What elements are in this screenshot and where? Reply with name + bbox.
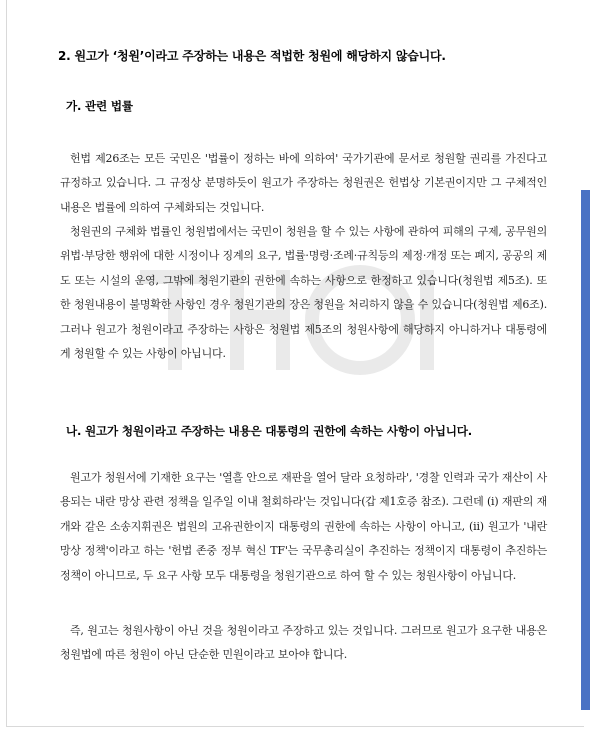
subsection-heading-b: 나. 원고가 청원이라고 주장하는 내용은 대통령의 권한에 속하는 사항이 아닙니다. (66, 424, 472, 438)
section-heading: 2. 원고가 ‘청원’이라고 주장하는 내용은 적법한 청원에 해당하지 않습니다. (58, 49, 446, 63)
subsection-heading-a: 가. 관련 법률 (66, 99, 133, 113)
scroll-accent-bar (581, 190, 590, 710)
paragraph-a1: 헌법 제26조는 모든 국민은 '법률이 정하는 바에 의하여' 국가기관에 문서로 청원할 권리를 가진다고 규정하고 있습니다. 그 규정상 분명하듯이 원고가 주장하는 청원권은 헌법상 기본권이지만 그 구체적인 내용은 법률에 의하여 구체화되는 것입니다. (60, 152, 547, 214)
paragraph-b1: 원고가 청원서에 기재한 요구는 '열흘 안으로 재판을 열어 달라 요청하라', '경찰 인력과 국가 재산이 사용되는 내란 망상 관련 정책을 일주일 이내 철회하라'는 것입니다(갑 제1호증 참조). 그런데 (i) 재판의 재개와 같은 소송지휘권은 법원의 고유권한이지 대통령의 권한에 속하는 사항이 아니고, (ii) 원고가 '내란 망상 정책'이라고 하는 '헌법 존중 정부 혁신 TF'는 국무총리실이 추진하는 정책이지 대통령이 추진하는 정책이 아니므로, 두 요구 사항 모두 대통령을 청원기관으로 하여 할 수 있는 청원사항이 아닙니다. (60, 471, 547, 582)
paragraph-a2: 청원권의 구체화 법률인 청원법에서는 국민이 청원을 할 수 있는 사항에 관하여 피해의 구제, 공무원의 위법·부당한 행위에 대한 시정이나 징계의 요구, 법률·명령·조례·규칙등의 제정·개정 또는 폐지, 공공의 제도 또는 시설의 운영, 그밖에 청원기관의 권한에 속하는 사항으로 한정하고 있습니다(청원법 제5조). 또한 청원내용이 불명확한 사항인 경우 청원기관의 장은 청원을 처리하지 않을 수 있습니다(청원법 제6조). 그러나 원고가 청원이라고 주장하는 사항은 청원법 제5조의 청원사항에 해당하지 아니하거나 대통령에게 청원할 수 있는 사항이 아닙니다. (60, 225, 547, 361)
paragraph-b2: 즉, 원고는 청원사항이 아닌 것을 청원이라고 주장하고 있는 것입니다. 그러므로 원고가 요구한 내용은 청원법에 따른 청원이 아닌 단순한 민원이라고 보아야 합니다. (60, 624, 547, 662)
